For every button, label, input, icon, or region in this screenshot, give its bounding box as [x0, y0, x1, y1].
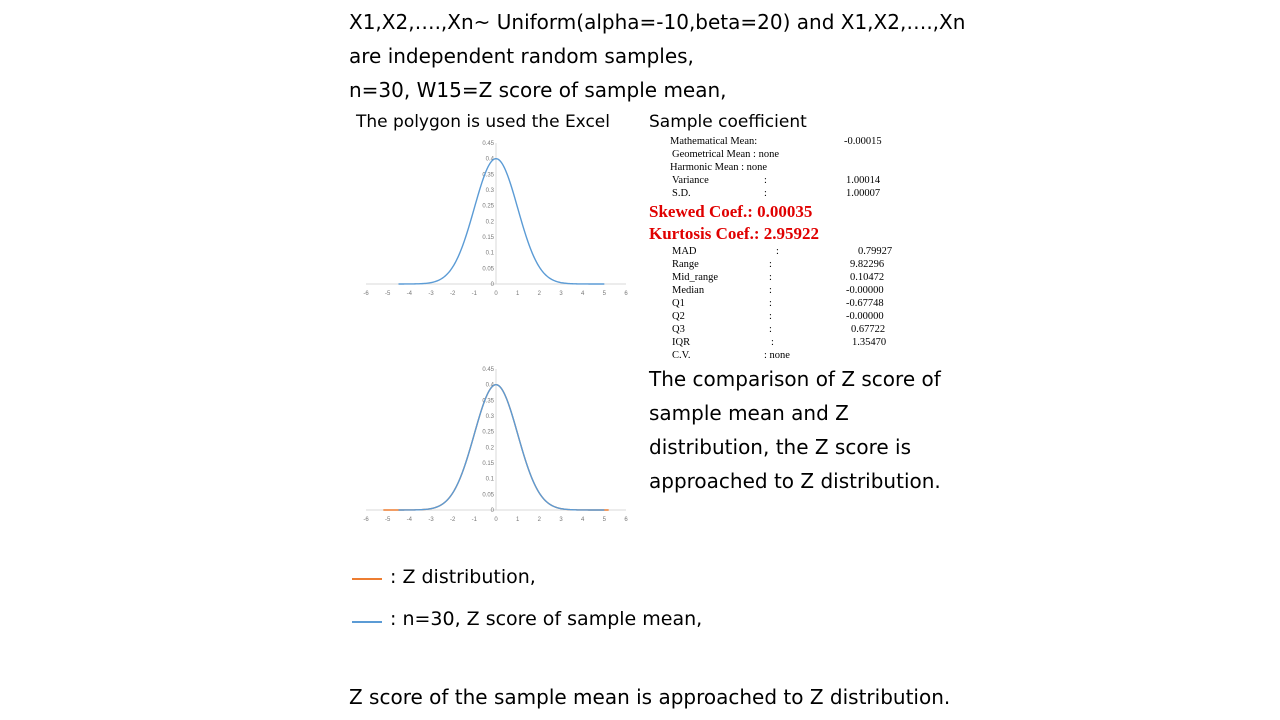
- stat-sep-midrange: :: [769, 272, 772, 283]
- x-tick-label: 2: [537, 517, 542, 523]
- x-tick-label: 2: [537, 291, 542, 297]
- stat-label-q3: Q3: [672, 324, 685, 335]
- header-line-3: n=30, W15=Z score of sample mean,: [349, 78, 727, 102]
- x-tick-label: -1: [471, 517, 478, 523]
- series-line: [399, 156, 605, 284]
- stat-label-harm-mean: Harmonic Mean : none: [670, 162, 768, 173]
- stat-sep-q1: :: [769, 298, 772, 309]
- x-tick-label: 6: [624, 291, 628, 297]
- y-tick-label: 0.2: [485, 219, 494, 226]
- x-tick-label: -2: [449, 517, 456, 523]
- comparison-chart-bottom: [356, 362, 636, 526]
- stat-value-range: 9.82296: [850, 259, 885, 270]
- stat-value-mad: 0.79927: [858, 246, 893, 257]
- y-tick-label: 0: [490, 508, 494, 514]
- y-tick-label: 0: [490, 282, 494, 288]
- stat-label-median: Median: [672, 285, 705, 296]
- x-tick-label: 1: [515, 517, 520, 523]
- x-tick-label: 1: [515, 291, 520, 297]
- conclusion: Z score of the sample mean is approached to Z distribution.: [349, 685, 951, 709]
- skew-coef: Skewed Coef.: 0.00035: [649, 202, 813, 221]
- x-tick-label: -3: [428, 517, 434, 523]
- stat-value-q2: -0.00000: [846, 311, 884, 322]
- x-tick-label: -6: [363, 291, 369, 297]
- y-tick-label: 0.35: [482, 398, 494, 405]
- header-line-2: are independent random samples,: [349, 44, 694, 68]
- stat-label-sd: S.D.: [672, 188, 691, 199]
- stat-sep-iqr: :: [771, 337, 774, 348]
- stat-sep-median: :: [769, 285, 772, 296]
- comparison-line-1: The comparison of Z score of: [649, 367, 941, 391]
- stat-label-range: Range: [672, 259, 699, 270]
- stat-value-q1: -0.67748: [846, 298, 884, 309]
- stat-sep-variance: :: [764, 175, 767, 186]
- y-tick-label: 0.25: [482, 203, 494, 210]
- y-tick-label: 0.15: [482, 235, 494, 241]
- x-tick-label: 4: [580, 291, 585, 297]
- x-tick-label: -5: [384, 291, 391, 297]
- stat-value-sd: 1.00007: [846, 188, 881, 199]
- x-tick-label: -4: [406, 291, 413, 297]
- x-tick-label: 3: [559, 291, 563, 297]
- x-tick-label: -5: [384, 517, 391, 523]
- comparison-line-2: sample mean and Z: [649, 401, 849, 425]
- stat-label-midrange: Mid_range: [672, 272, 719, 283]
- stat-value-math-mean: -0.00015: [844, 136, 882, 147]
- legend-z-dist-label: : Z distribution,: [390, 566, 536, 588]
- y-tick-label: 0.4: [485, 382, 494, 389]
- x-tick-label: -4: [406, 517, 413, 523]
- y-tick-label: 0.45: [482, 367, 494, 373]
- x-tick-label: -6: [363, 517, 369, 523]
- x-tick-label: 5: [602, 517, 607, 523]
- comparison-line-3: distribution, the Z score is: [649, 435, 912, 459]
- stat-label-math-mean: Mathematical Mean:: [670, 136, 758, 147]
- x-tick-label: -3: [428, 291, 434, 297]
- y-tick-label: 0.05: [482, 492, 494, 499]
- polygon-caption: The polygon is used the Excel: [356, 112, 610, 132]
- comparison-line-4: approached to Z distribution.: [649, 469, 941, 493]
- x-tick-label: 5: [602, 291, 607, 297]
- stat-label-iqr: IQR: [672, 337, 691, 348]
- x-tick-label: -1: [471, 291, 478, 297]
- y-tick-label: 0.1: [485, 476, 494, 483]
- stat-sep-cv: : none: [764, 350, 790, 361]
- y-tick-label: 0.1: [485, 250, 494, 257]
- stat-sep-q3: :: [769, 324, 772, 335]
- stat-value-midrange: 0.10472: [850, 272, 885, 283]
- stat-label-mad: MAD: [672, 246, 697, 257]
- x-tick-label: 3: [559, 517, 563, 523]
- stat-sep-sd: :: [764, 188, 767, 199]
- x-tick-label: 0: [494, 291, 498, 297]
- y-tick-label: 0.3: [485, 414, 494, 420]
- x-tick-label: -2: [449, 291, 456, 297]
- y-tick-label: 0.4: [485, 156, 494, 163]
- stat-label-variance: Variance: [672, 175, 709, 186]
- y-tick-label: 0.05: [482, 266, 494, 273]
- legend-z-dist-swatch: [352, 578, 382, 580]
- stat-value-iqr: 1.35470: [852, 337, 887, 348]
- stat-label-q1: Q1: [672, 298, 685, 309]
- y-tick-label: 0.3: [485, 188, 494, 194]
- y-tick-label: 0.2: [485, 445, 494, 452]
- x-tick-label: 0: [494, 517, 498, 523]
- x-tick-label: 4: [580, 517, 585, 523]
- stat-label-cv: C.V.: [672, 350, 691, 361]
- header-line-1: X1,X2,….,Xn~ Uniform(alpha=-10,beta=20) and X1,X2,….,Xn: [349, 10, 966, 34]
- x-tick-label: 6: [624, 517, 628, 523]
- stat-value-variance: 1.00014: [846, 175, 881, 186]
- kurtosis-coef: Kurtosis Coef.: 2.95922: [649, 224, 819, 243]
- stat-sep-q2: :: [769, 311, 772, 322]
- series-line: [399, 382, 605, 510]
- stat-label-geo-mean: Geometrical Mean : none: [672, 149, 779, 160]
- legend-z-score-label: : n=30, Z score of sample mean,: [390, 608, 703, 630]
- stat-label-q2: Q2: [672, 311, 685, 322]
- y-tick-label: 0.25: [482, 429, 494, 436]
- stat-value-median: -0.00000: [846, 285, 884, 296]
- stat-value-q3: 0.67722: [851, 324, 886, 335]
- stat-sep-range: :: [769, 259, 772, 270]
- polygon-chart-top: [356, 136, 636, 300]
- y-tick-label: 0.45: [482, 141, 494, 147]
- stat-sep-mad: :: [776, 246, 779, 257]
- y-tick-label: 0.35: [482, 172, 494, 179]
- legend-z-score-swatch: [352, 621, 382, 623]
- stats-title: Sample coefficient: [649, 112, 807, 132]
- y-tick-label: 0.15: [482, 461, 494, 467]
